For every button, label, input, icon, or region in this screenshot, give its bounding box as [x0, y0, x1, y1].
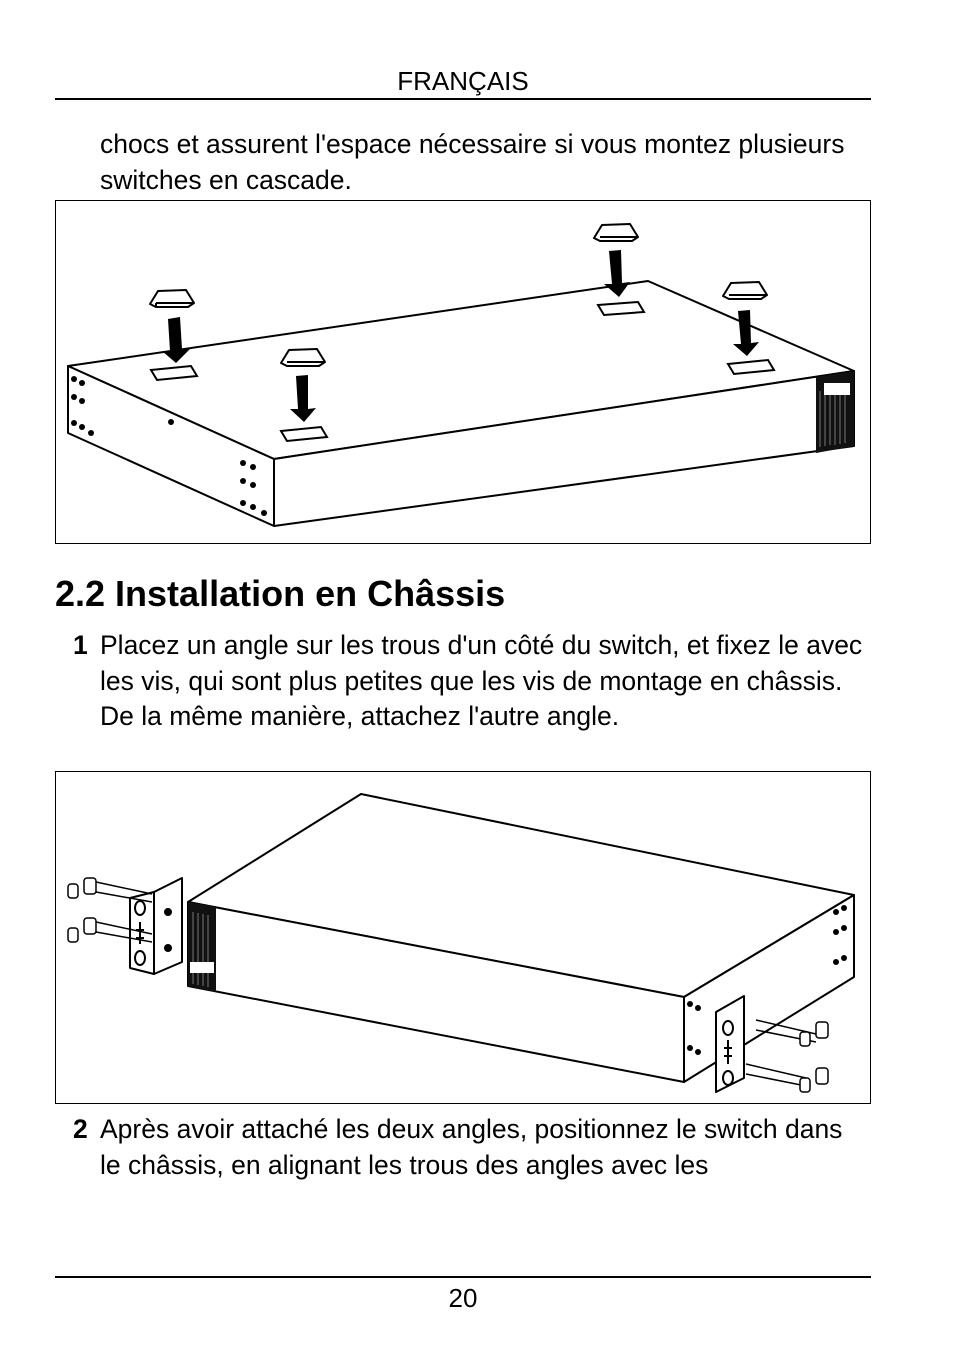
rubber-feet-illustration	[56, 201, 870, 543]
step-1	[55, 628, 870, 770]
figure-rack-brackets	[55, 771, 871, 1104]
section-heading: 2.2 Installation en Châssis	[55, 573, 506, 614]
right-screws	[746, 1020, 828, 1092]
step-2-text: Après avoir attaché les deux angles, positionnez le switch dans le châssis, en alignant les trous des angles avec les	[100, 1114, 843, 1180]
switch-vent-block	[188, 902, 216, 992]
page-number: 20	[448, 1283, 478, 1313]
page-header	[55, 64, 871, 100]
intro-paragraph: chocs et assurent l'espace nécessaire si vous montez plusieurs switches en cascade.	[100, 129, 845, 195]
switch-vent-block	[816, 371, 854, 453]
step-2	[55, 1112, 870, 1184]
figure-rubber-feet	[55, 200, 871, 544]
left-bracket	[130, 878, 182, 974]
footer-divider	[55, 1276, 871, 1278]
rack-bracket-illustration	[56, 772, 870, 1103]
step-1-number: 1	[73, 630, 88, 660]
right-bracket	[716, 996, 744, 1092]
header-language: FRANÇAIS	[397, 66, 529, 96]
step-2-number: 2	[73, 1114, 88, 1144]
step-1-text: Placez un angle sur les trous d'un côté du switch, et fixez le avec les vis, qui sont plus petites que les vis de montage en châssis. De la même manière, attachez l'autre angle.	[100, 630, 863, 731]
